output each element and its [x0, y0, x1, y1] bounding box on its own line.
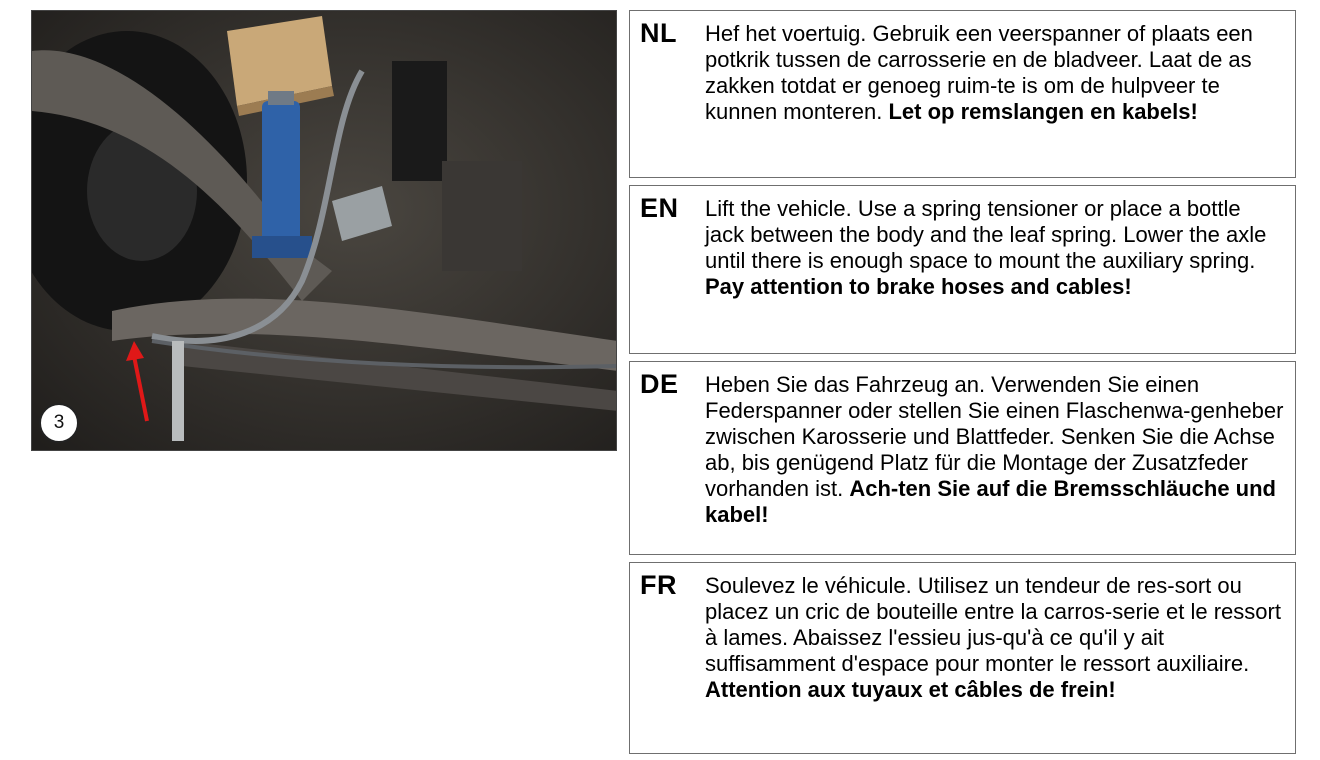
instruction-box-nl	[629, 10, 1296, 178]
instruction-warning: Attention aux tuyaux et câbles de frein!	[705, 677, 1116, 702]
installation-photo	[31, 10, 617, 451]
instruction-body: Soulevez le véhicule. Utilisez un tendeur de res-sort ou placez un cric de bouteille entre la carros-serie et le ressort à lames. Abaissez l'essieu jus-qu'à ce qu'il y ait suffisamment d'espace pour monter le ressort auxiliaire.	[705, 573, 1281, 676]
bottle-jack-shape	[262, 101, 300, 251]
instruction-text	[705, 372, 1285, 528]
language-code: FR	[640, 570, 677, 600]
language-code: EN	[640, 193, 679, 223]
photo-illustration	[32, 11, 617, 451]
instruction-box-fr	[629, 562, 1296, 754]
language-code: NL	[640, 18, 677, 48]
instruction-warning: Pay attention to brake hoses and cables!	[705, 274, 1132, 299]
step-number-badge: 3	[39, 403, 79, 443]
instruction-body: Lift the vehicle. Use a spring tensioner or place a bottle jack between the body and the leaf spring. Lower the axle until there is enough space to mount the auxiliary spring.	[705, 196, 1267, 273]
language-code: DE	[640, 369, 679, 399]
instruction-body: Hef het voertuig. Gebruik een veerspanner of plaats een potkrik tussen de carrosserie en de bladveer. Laat de as zakken totdat er genoeg ruim-te is om de hulpveer te kunnen monteren.	[705, 21, 1253, 124]
instruction-warning: Let op remslangen en kabels!	[888, 99, 1198, 124]
instruction-text	[705, 21, 1285, 125]
instruction-text	[705, 196, 1285, 300]
instruction-text	[705, 573, 1285, 703]
instruction-box-en	[629, 185, 1296, 354]
instruction-body: Heben Sie das Fahrzeug an. Verwenden Sie einen Federspanner oder stellen Sie einen Flaschenwa-genheber zwischen Karosserie und Blattfeder. Senken Sie die Achse ab, bis genügend Platz für die Montage der Zusatzfeder vorhanden ist.	[705, 372, 1284, 501]
instruction-warning: Ach-ten Sie auf die Bremsschläuche und kabel!	[705, 476, 1276, 527]
instruction-box-de	[629, 361, 1296, 555]
